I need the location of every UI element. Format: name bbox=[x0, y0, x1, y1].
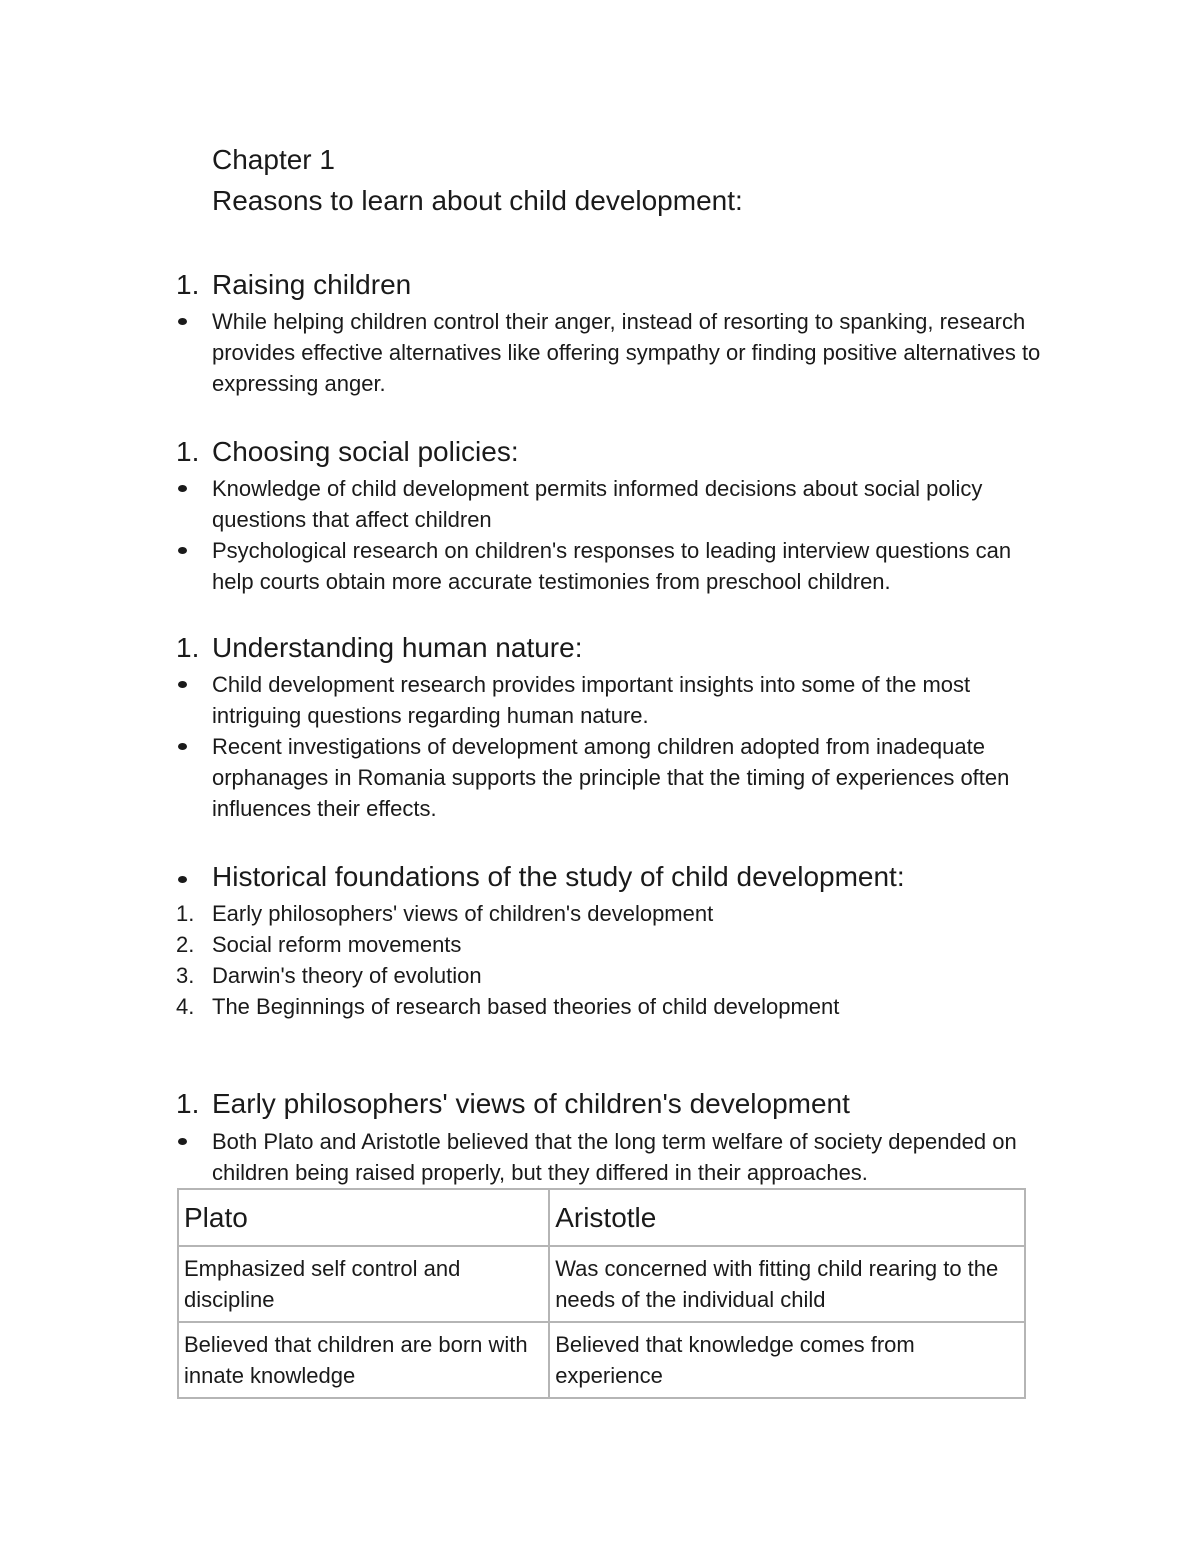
table-cell: Believed that children are born with innate knowledge bbox=[178, 1322, 549, 1398]
list-item bbox=[176, 669, 1056, 731]
list-item-text: Psychological research on children's responses to leading interview questions can help courts obtain more accurate testimonies from preschool children. bbox=[212, 538, 1012, 594]
section-heading-social-policies bbox=[176, 435, 519, 469]
table-row bbox=[178, 1246, 1025, 1322]
numbered-item bbox=[176, 960, 482, 991]
table-cell: Emphasized self control and discipline bbox=[178, 1246, 549, 1322]
list-item bbox=[176, 535, 1056, 597]
section-heading-human-nature bbox=[176, 631, 582, 665]
table-header-aristotle: Aristotle bbox=[549, 1189, 1025, 1246]
item-text: Social reform movements bbox=[212, 932, 462, 957]
historical-heading-text: Historical foundations of the study of child development: bbox=[212, 861, 905, 892]
list-item bbox=[176, 1126, 1056, 1188]
table-header-plato: Plato bbox=[178, 1189, 549, 1246]
section-number: 1. bbox=[176, 269, 200, 300]
list-item-text: Child development research provides important insights into some of the most intriguing questions regarding human nature. bbox=[212, 672, 971, 728]
section-heading-text: Understanding human nature: bbox=[212, 632, 583, 663]
section-heading-text: Raising children bbox=[212, 269, 412, 300]
item-number: 2. bbox=[176, 932, 195, 957]
numbered-item bbox=[176, 929, 461, 960]
item-number: 1. bbox=[176, 901, 195, 926]
list-item bbox=[176, 473, 1056, 535]
bullet-icon bbox=[178, 876, 187, 883]
item-text: The Beginnings of research based theories of child development bbox=[212, 994, 840, 1019]
section-heading-early-philosophers bbox=[176, 1087, 850, 1121]
table-cell: Was concerned with fitting child rearing to the needs of the individual child bbox=[549, 1246, 1025, 1322]
section-heading-text: Early philosophers' views of children's development bbox=[212, 1088, 850, 1119]
list-item-text: Knowledge of child development permits informed decisions about social policy questions that affect children bbox=[212, 476, 983, 532]
bullet-icon bbox=[178, 318, 187, 325]
section-number: 1. bbox=[176, 436, 200, 467]
bullet-icon bbox=[178, 485, 187, 492]
comparison-table bbox=[177, 1188, 1026, 1399]
item-number: 3. bbox=[176, 963, 195, 988]
list-item-text: Both Plato and Aristotle believed that the long term welfare of society depended on children being raised properly, but they differed in their approaches. bbox=[212, 1129, 1017, 1185]
bullet-icon bbox=[178, 547, 187, 554]
bullet-icon bbox=[178, 681, 187, 688]
section-number: 1. bbox=[176, 1088, 200, 1119]
chapter-subtitle: Reasons to learn about child development: bbox=[212, 185, 743, 216]
section-heading-raising-children bbox=[176, 268, 411, 302]
chapter-title: Chapter 1 bbox=[212, 144, 335, 175]
section-heading-text: Choosing social policies: bbox=[212, 436, 519, 467]
list-item-text: While helping children control their anger, instead of resorting to spanking, research provides effective alternatives like offering sympathy or finding positive alternatives to expressing anger. bbox=[212, 309, 1041, 396]
table-header-row bbox=[178, 1189, 1025, 1246]
item-text: Early philosophers' views of children's development bbox=[212, 901, 714, 926]
bullet-icon bbox=[178, 743, 187, 750]
item-text: Darwin's theory of evolution bbox=[212, 963, 482, 988]
table-row bbox=[178, 1322, 1025, 1398]
list-item-text: Recent investigations of development among children adopted from inadequate orphanages in Romania supports the principle that the timing of experiences often influences their effects. bbox=[212, 734, 1010, 821]
table-cell: Believed that knowledge comes from experience bbox=[549, 1322, 1025, 1398]
item-number: 4. bbox=[176, 994, 195, 1019]
numbered-item bbox=[176, 991, 839, 1022]
section-number: 1. bbox=[176, 632, 200, 663]
numbered-item bbox=[176, 898, 713, 929]
historical-heading bbox=[176, 860, 905, 894]
list-item bbox=[176, 731, 1056, 824]
list-item bbox=[176, 306, 1056, 399]
bullet-icon bbox=[178, 1138, 187, 1145]
